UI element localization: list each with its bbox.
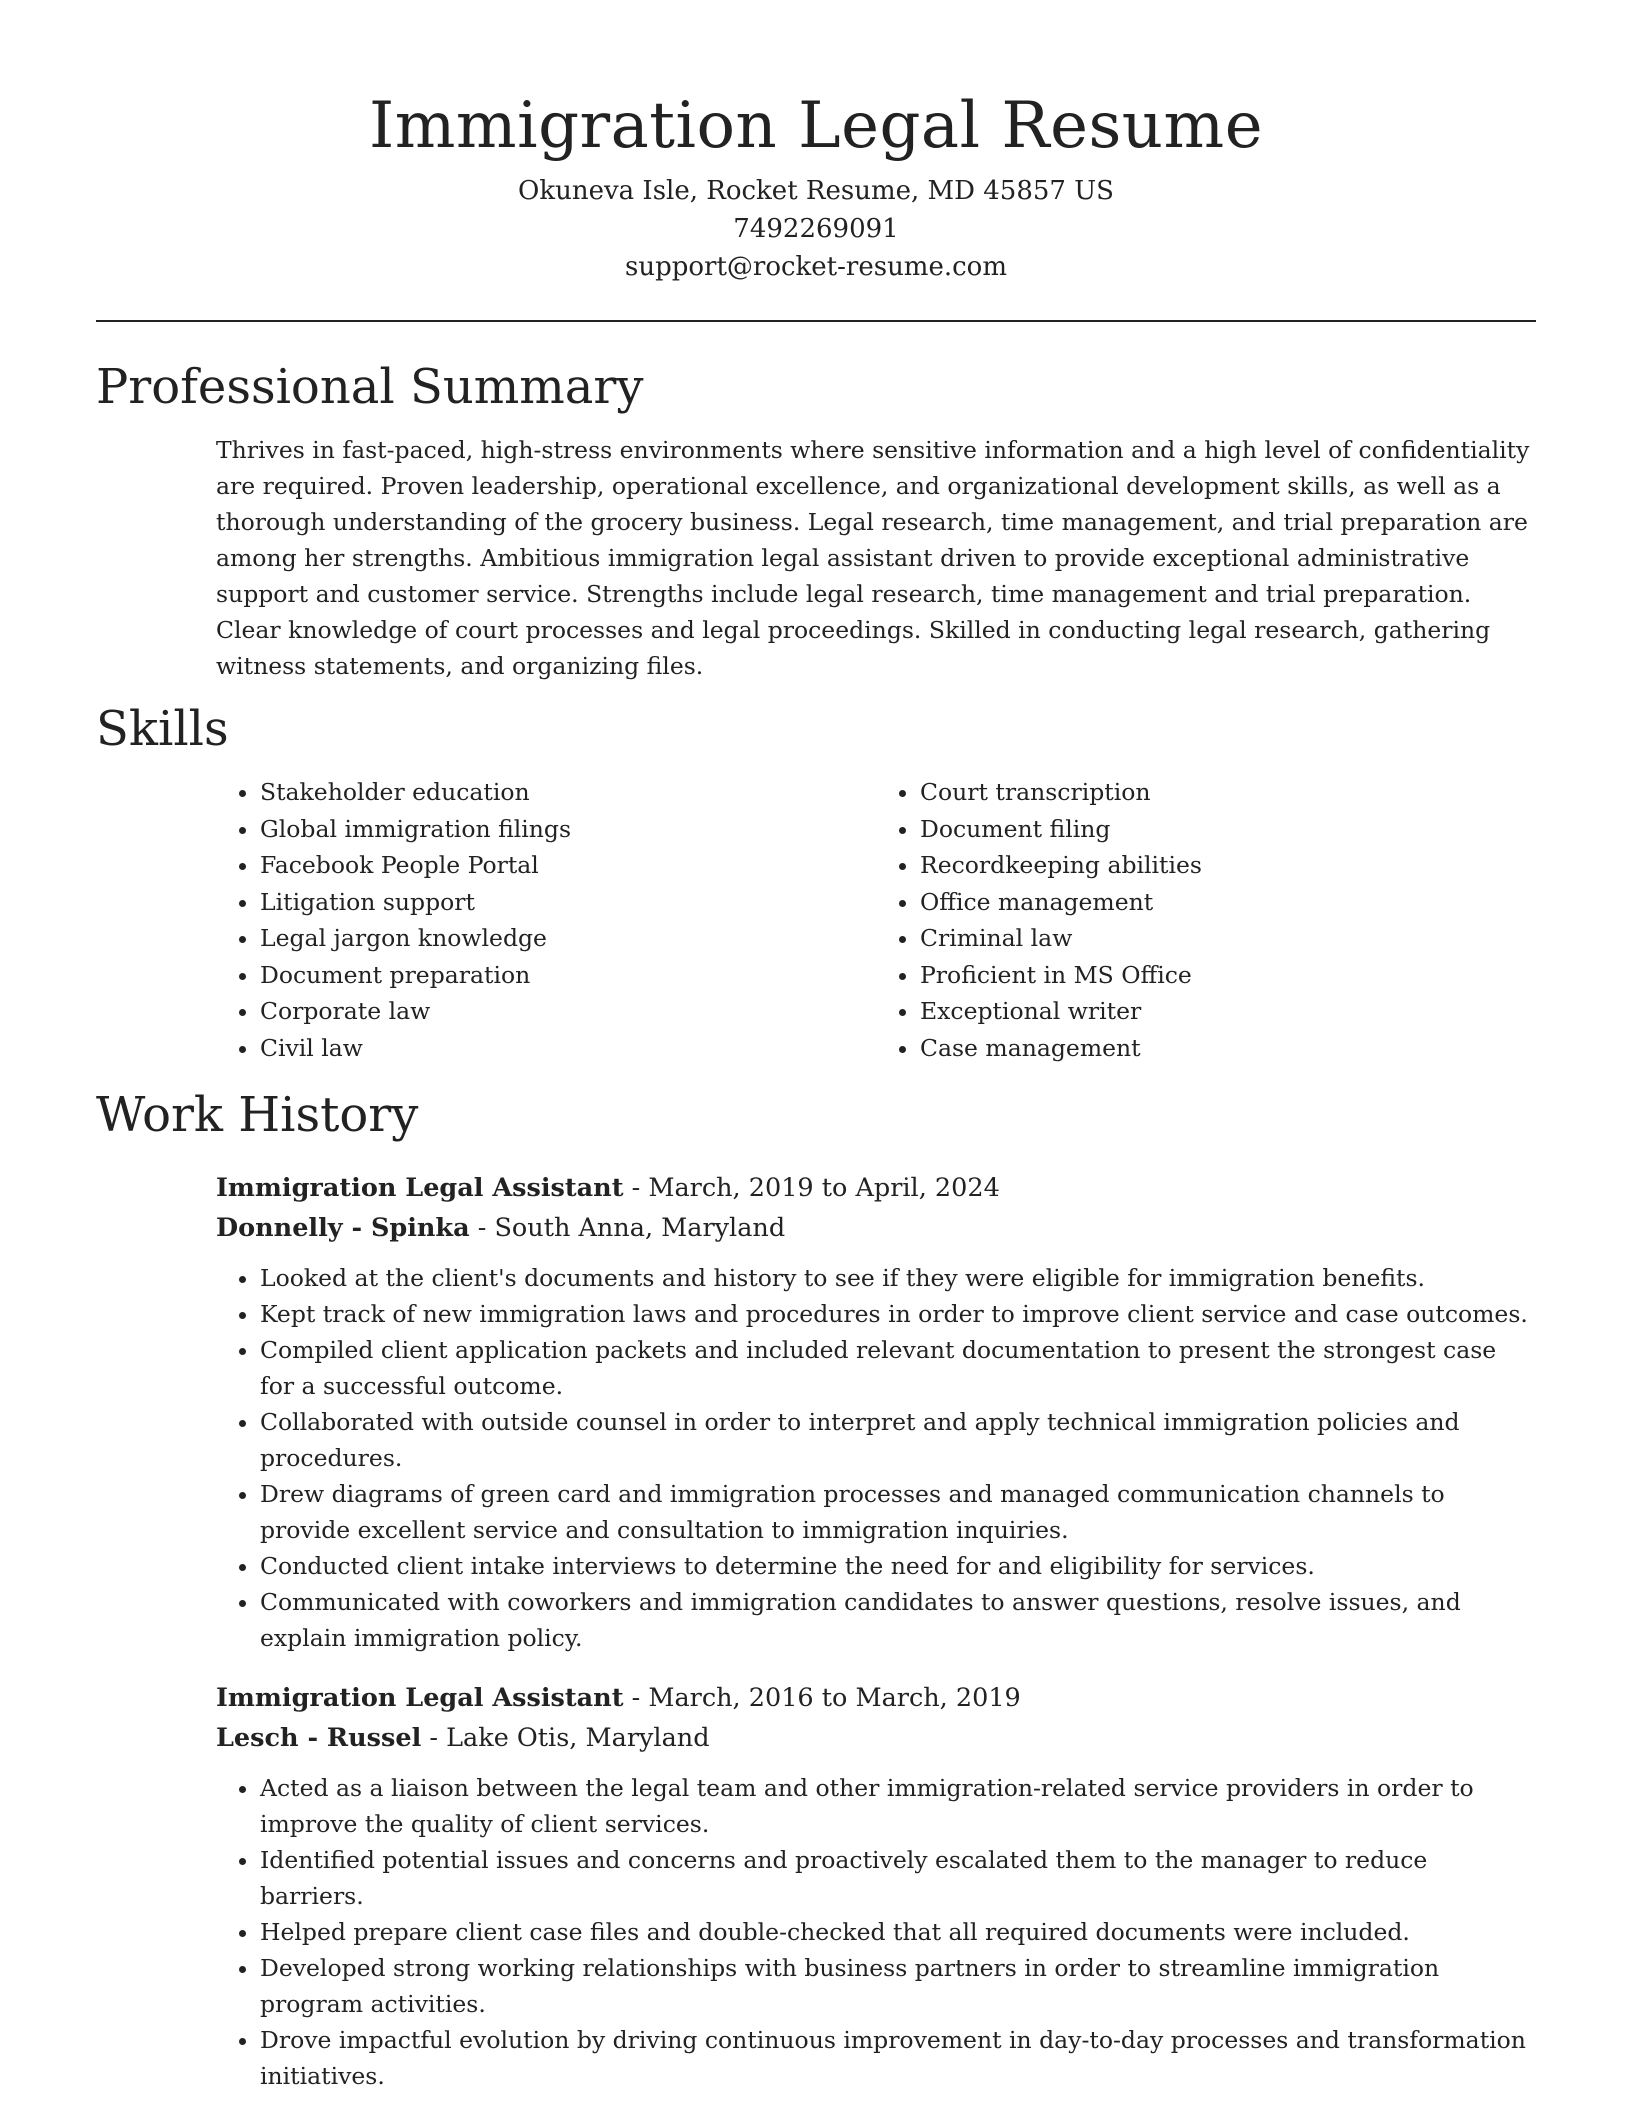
job-duty: • Collaborated with outside counsel in order to interpret and apply technical immigration policies and procedures. [260, 1404, 1536, 1476]
skill-item: • Document preparation [260, 957, 876, 994]
job-duty: • Helped prepare client case files and double-checked that all required documents were included. [260, 1914, 1536, 1950]
job-title-line [216, 1678, 1536, 1718]
job-duties [216, 1260, 1536, 1656]
job-duty: • Communicated with coworkers and immigration candidates to answer questions, resolve issues, and explain immigration policy. [260, 1584, 1536, 1656]
summary-heading: Professional Summary [96, 359, 644, 415]
skill-item: • Criminal law [920, 920, 1536, 957]
skills-heading: Skills [96, 701, 229, 757]
job-title-line [216, 1168, 1536, 1208]
skill-item: • Court transcription [920, 774, 1536, 811]
job-company: Lesch - Russel [216, 1723, 422, 1753]
job-dates: - March, 2019 to April, 2024 [623, 1173, 1000, 1203]
skill-item: • Litigation support [260, 884, 876, 921]
skill-item: • Recordkeeping abilities [920, 847, 1536, 884]
job-duty: • Developed strong working relationships with business partners in order to streamline immigration program activities. [260, 1950, 1536, 2022]
skill-item: • Proficient in MS Office [920, 957, 1536, 994]
skill-item: • Exceptional writer [920, 993, 1536, 1030]
skill-item: • Global immigration filings [260, 811, 876, 848]
skill-item: • Corporate law [260, 993, 876, 1030]
job-company-line [216, 1208, 1536, 1248]
job-duty: • Acted as a liaison between the legal team and other immigration-related service providers in order to improve the quality of client services. [260, 1770, 1536, 1842]
skill-item: • Document filing [920, 811, 1536, 848]
work-history-heading: Work History [96, 1087, 419, 1143]
job-duty: • Drew diagrams of green card and immigration processes and managed communication channels to provide excellent service and consultation to immigration inquiries. [260, 1476, 1536, 1548]
job-role: Immigration Legal Assistant [216, 1683, 624, 1713]
job-company: Donnelly - Spinka [216, 1213, 470, 1243]
job-location: - South Anna, Maryland [469, 1213, 786, 1243]
skill-item: • Legal jargon knowledge [260, 920, 876, 957]
job-entry [216, 1678, 1536, 2094]
resume-page [96, 0, 1536, 2094]
resume-header [96, 0, 1536, 286]
job-duty: • Identified potential issues and concerns and proactively escalated them to the manager to reduce barriers. [260, 1842, 1536, 1914]
job-duty: • Kept track of new immigration laws and procedures in order to improve client service and case outcomes. [260, 1296, 1536, 1332]
job-duty: • Drove impactful evolution by driving continuous improvement in day-to-day processes and transformation initiatives. [260, 2022, 1536, 2094]
resume-title: Immigration Legal Resume [368, 89, 1264, 163]
job-role: Immigration Legal Assistant [216, 1173, 624, 1203]
skills-column-left [216, 774, 876, 1066]
skill-item: • Stakeholder education [260, 774, 876, 811]
address: Okuneva Isle, Rocket Resume, MD 45857 US [518, 176, 1114, 206]
job-duty: • Looked at the client's documents and history to see if they were eligible for immigration benefits. [260, 1260, 1536, 1296]
skills-column-right [876, 774, 1536, 1066]
job-duty: • Compiled client application packets and included relevant documentation to present the strongest case for a successful outcome. [260, 1332, 1536, 1404]
skill-item: • Office management [920, 884, 1536, 921]
phone-number: 7492269091 [733, 214, 899, 244]
job-company-line [216, 1718, 1536, 1758]
skill-item: • Case management [920, 1030, 1536, 1067]
job-entry [216, 1168, 1536, 1656]
header-divider [96, 320, 1536, 322]
job-duty: • Conducted client intake interviews to determine the need for and eligibility for services. [260, 1548, 1536, 1584]
email-address: support@rocket-resume.com [624, 252, 1007, 282]
skill-item: • Facebook People Portal [260, 847, 876, 884]
job-dates: - March, 2016 to March, 2019 [623, 1683, 1021, 1713]
summary-text: Thrives in fast-paced, high-stress environments where sensitive information and a high level of confidentiality are required. Proven leadership, operational excellence, and organizational development skills, as well as a thorough understanding of the grocery business. Legal research, time management, and trial preparation are among her strengths. Ambitious immigration legal assistant driven to provide exceptional administrative support and customer service. Strengths include legal research, time management and trial preparation. Clear knowledge of court processes and legal proceedings. Skilled in conducting legal research, gathering witness statements, and organizing files. [216, 436, 1530, 680]
skills-list [216, 774, 1536, 1066]
job-duties [216, 1770, 1536, 2094]
skill-item: • Civil law [260, 1030, 876, 1067]
job-location: - Lake Otis, Maryland [421, 1723, 710, 1753]
